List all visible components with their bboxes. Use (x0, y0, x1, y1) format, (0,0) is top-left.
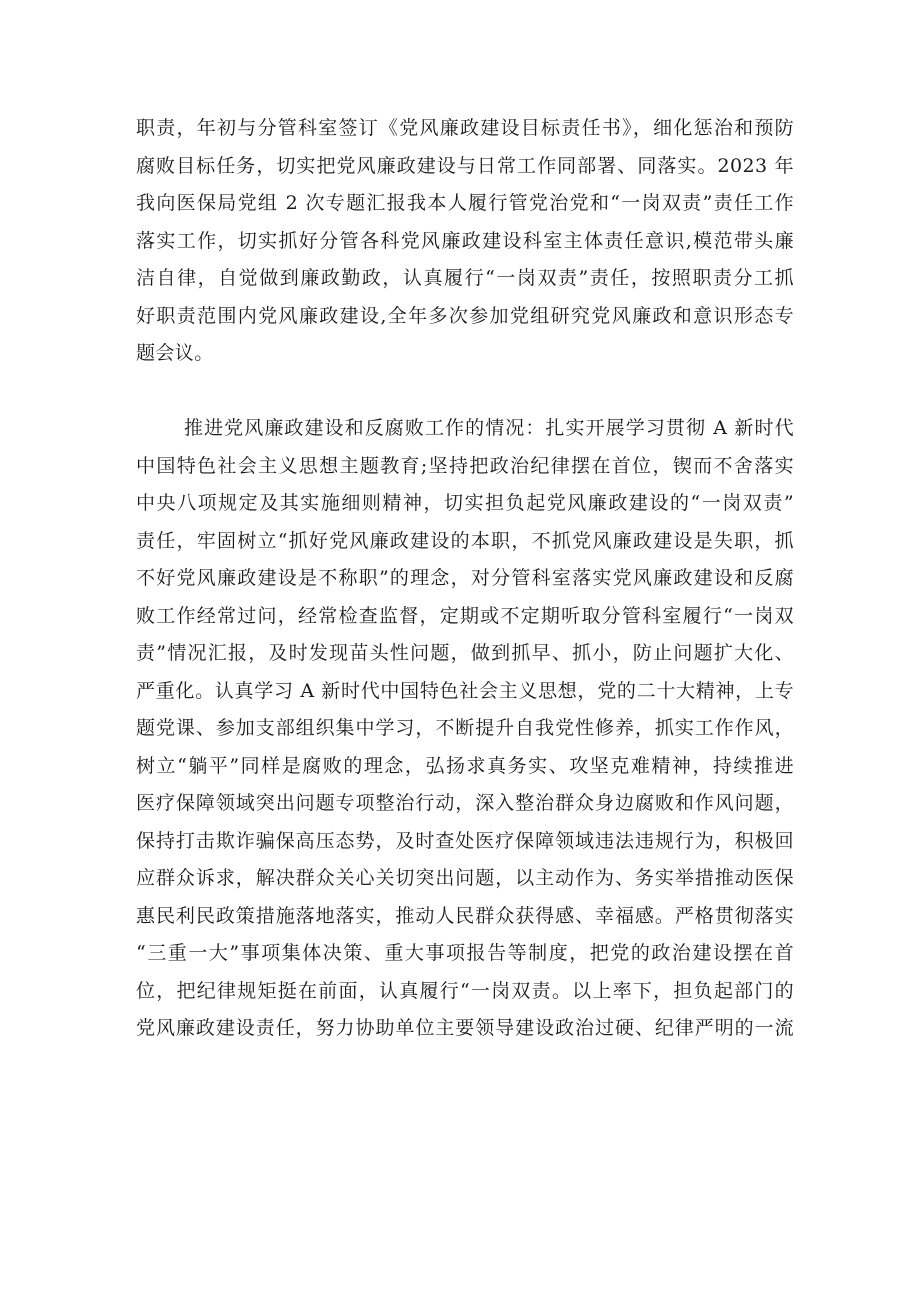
text-line: 洁自律，自觉做到廉政勤政，认真履行“一岗双责”责任，按照职责分工抓 (136, 267, 794, 289)
text-line: 位，把纪律规矩挺在前面，认真履行“一岗双责。以上率下，担负起部门的 (136, 979, 794, 1002)
text-line: 责任，牢固树立“抓好党风廉政建设的本职，不抓党风廉政建设是失职，抓 (136, 529, 794, 552)
paragraph-gap (136, 373, 794, 411)
text-line: 腐败目标任务，切实把党风廉政建设与日常工作同部署、同落实。2023 年 (136, 154, 794, 177)
text-line: 中央八项规定及其实施细则精神，切实担负起党风廉政建设的“一岗双责” (136, 492, 794, 514)
text-line: 落实工作，切实抓好分管各科党风廉政建设科室主体责任意识,模范带头廉 (136, 229, 794, 252)
text-line: 职责，年初与分管科室签订《党风廉政建设目标责任书》，细化惩治和预防 (136, 117, 794, 139)
text-line: 题党课、参加支部组织集中学习，不断提升自我党性修养，抓实工作作风， (136, 717, 794, 739)
text-line: 树立“躺平”同样是腐败的理念，弘扬求真务实、攻坚克难精神，持续推进 (136, 754, 794, 777)
text-line: 败工作经常过问，经常检查监督，定期或不定期听取分管科室履行“一岗双 (136, 604, 794, 627)
text-line: 应群众诉求，解决群众关心关切突出问题，以主动作为、务实举措推动医保 (136, 867, 794, 889)
text-line: 我向医保局党组 2 次专题汇报我本人履行管党治党和“一岗双责”责任工作 (136, 192, 794, 214)
text-line: 责”情况汇报，及时发现苗头性问题，做到抓早、抓小，防止问题扩大化、 (136, 642, 794, 664)
text-line: 惠民利民政策措施落地落实，推动人民群众获得感、幸福感。严格贯彻落实 (136, 904, 794, 927)
paragraph-duty-fulfillment (136, 110, 794, 373)
text-line: 不好党风廉政建设是不称职”的理念，对分管科室落实党风廉政建设和反腐 (136, 567, 794, 589)
text-line: 严重化。认真学习 A 新时代中国特色社会主义思想，党的二十大精神，上专 (136, 679, 794, 702)
text-line: 推进党风廉政建设和反腐败工作的情况：扎实开展学习贯彻 A 新时代 (184, 417, 794, 439)
text-line: 医疗保障领域突出问题专项整治行动，深入整治群众身边腐败和作风问题， (136, 792, 794, 814)
text-line: 保持打击欺诈骗保高压态势，及时查处医疗保障领域违法违规行为，积极回 (136, 829, 794, 852)
document-page (136, 110, 794, 1048)
text-line: 党风廉政建设责任，努力协助单位主要领导建设政治过硬、纪律严明的一流 (136, 1017, 794, 1039)
text-line: 好职责范围内党风廉政建设,全年多次参加党组研究党风廉政和意识形态专 (136, 304, 794, 327)
paragraph-anti-corruption (136, 410, 794, 1048)
text-line: “三重一大”事项集体决策、重大事项报告等制度，把党的政治建设摆在首 (136, 942, 794, 964)
text-line: 题会议。 (136, 342, 214, 364)
text-line: 中国特色社会主义思想主题教育;坚持把政治纪律摆在首位，锲而不舍落实 (136, 454, 794, 477)
